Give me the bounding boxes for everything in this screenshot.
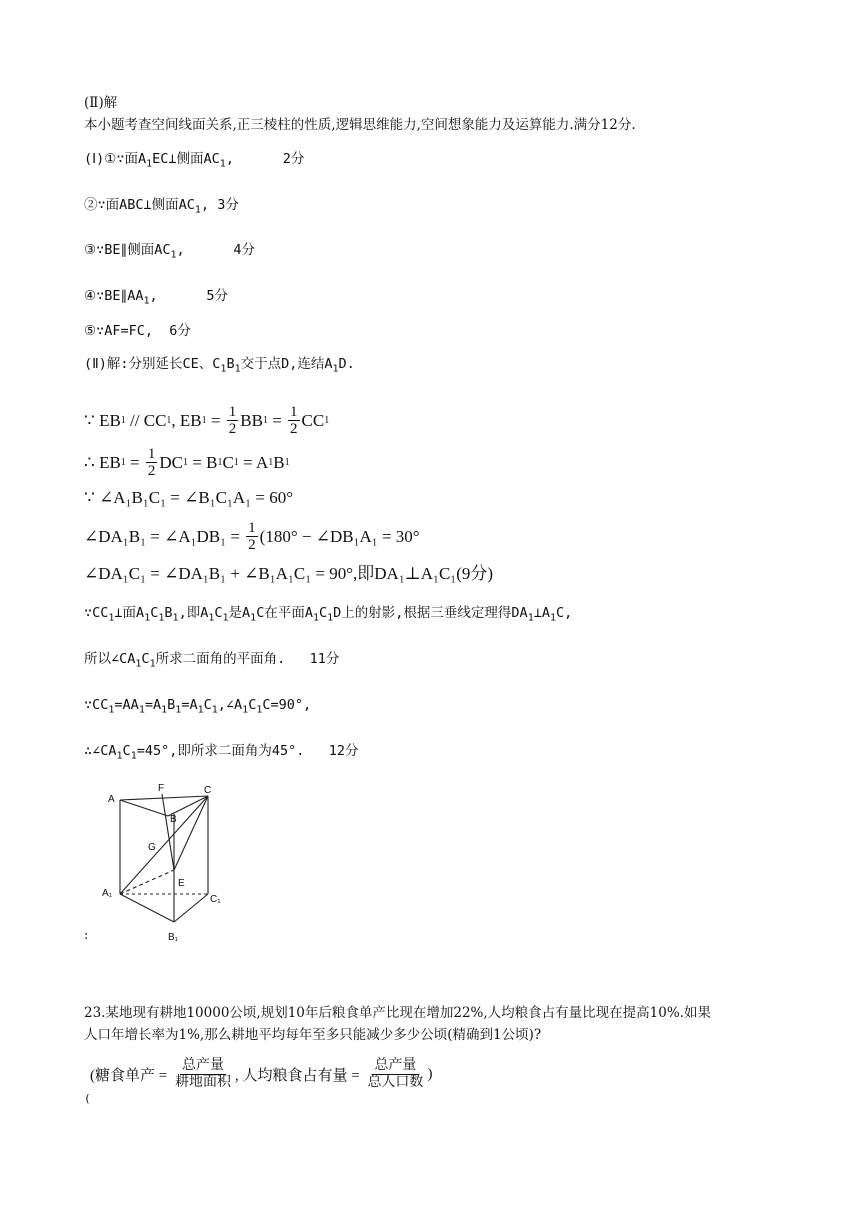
label-B: B bbox=[170, 814, 177, 825]
edge-BC bbox=[168, 796, 208, 816]
fraction-half: $\frac{1}{2}$ bbox=[228, 404, 237, 437]
math-line-4: ∠DA₁B₁ = ∠A₁DB₁ = $\frac{1}{2}$ (180° − ∠DB₁A₁ = 30° bbox=[84, 520, 420, 553]
label-E: E bbox=[178, 878, 185, 889]
edge-FE bbox=[162, 794, 174, 870]
equality-line: $\because CC_1=AA_1=A_1B_1=A_1C_1,\angle A_1C_1C=90^\circ$, bbox=[84, 697, 312, 716]
edge-A1B1 bbox=[120, 894, 174, 922]
fraction-per-capita: $\frac{\text{总产量}}{\text{总人口数}}$ bbox=[367, 1058, 424, 1090]
fraction-half: $\frac{1}{2}$ bbox=[290, 404, 298, 437]
math-line-1: ∵ EB 1 // CC 1 , EB 1 = $\frac{1}{2}$ BB 1 = $\frac{1}{2}$ CC 1 bbox=[84, 404, 330, 437]
label-F: F bbox=[158, 783, 165, 794]
math-line-3: ∵ ∠A₁B₁C₁ = ∠B₁C₁A₁ = 60° bbox=[84, 488, 293, 507]
edge-B1C1 bbox=[174, 894, 208, 922]
fraction-yield: $\frac{\text{总产量}}{\text{耕地面积}}$ bbox=[174, 1058, 231, 1090]
step-1: (Ⅰ)①∵面$A_1EC\perp$侧面$AC_1$, 2分 bbox=[84, 151, 305, 170]
edge-EC bbox=[174, 796, 208, 870]
part2-intro: (Ⅱ)解:分别延长CE、$C_1B_1$交于点D,连结$A_1D$. bbox=[84, 356, 355, 375]
edge-AB bbox=[120, 800, 168, 816]
math-line-2: ∴ EB 1 = $\frac{1}{2}$ DC 1 = B 1 C 1 = A 1 B 1 bbox=[84, 446, 290, 479]
final-line: $\therefore\angle CA_1C_1=45^\circ$,即所求二面角为45°. 12分 bbox=[84, 743, 359, 762]
step-4: $④\because BE\parallel AA_1$, 5分 bbox=[84, 288, 229, 307]
section-heading: (Ⅱ)解 bbox=[84, 95, 118, 111]
math-line-5: ∠DA₁C₁ = ∠DA₁B₁ + ∠B₁A₁C₁ = 90°,即DA₁⊥A₁C₁(9分) bbox=[84, 564, 494, 583]
step-3: ③∵BE∥侧面$AC_1$, 4分 bbox=[84, 242, 256, 261]
label-G: G bbox=[148, 842, 156, 853]
projection-line: $\because CC_1\perp$面$A_1C_1B_1$,即$A_1C_1$是$A_1C$在平面$A_1C_1D$上的射影,根据三垂线定理得$DA_1\perp A_1C$, bbox=[84, 605, 573, 624]
label-C1: C₁ bbox=[210, 894, 221, 905]
stray-paren: ( bbox=[84, 1092, 91, 1105]
step-5: ⑤∵AF=FC, 6分 bbox=[84, 323, 191, 339]
prism-figure bbox=[96, 782, 246, 952]
angle-line: 所以$\angle CA_1C_1$所求二面角的平面角. 11分 bbox=[84, 651, 340, 670]
intro-text: 本小题考查空间线面关系,正三棱柱的性质,逻辑思维能力,空间想象能力及运算能力.满分12分. bbox=[84, 117, 636, 133]
step-2: ②∵面ABC⊥侧面$AC_1$, 3分 bbox=[84, 197, 239, 216]
problem23-formula: (糖食单产 = $\frac{\text{总产量}}{\text{耕地面积}}$ , 人均粮食占有量 = $\frac{\text{总产量}}{\text{总人口数}}$ ) bbox=[90, 1058, 433, 1090]
fraction-half: $\frac{1}{2}$ bbox=[248, 520, 256, 553]
label-C: C bbox=[204, 785, 212, 796]
fraction-half: $\frac{1}{2}$ bbox=[147, 446, 156, 479]
colon-mark: : bbox=[84, 928, 89, 943]
problem23-line-1: 23.某地现有耕地10000公顷,规划10年后粮食单产比现在增加22%,人均粮食占有量比现在提高10%.如果 bbox=[84, 1005, 711, 1021]
label-A: A bbox=[108, 794, 115, 805]
edge-AC bbox=[120, 796, 208, 800]
edge-A1E bbox=[120, 870, 174, 894]
label-B1: B₁ bbox=[168, 932, 179, 943]
problem23-line-2: 人口年增长率为1%,那么耕地平均每年至多只能减少多少公顷(精确到1公顷)? bbox=[84, 1027, 542, 1043]
edge-A1C bbox=[120, 796, 208, 894]
label-A1: A₁ bbox=[102, 888, 113, 899]
